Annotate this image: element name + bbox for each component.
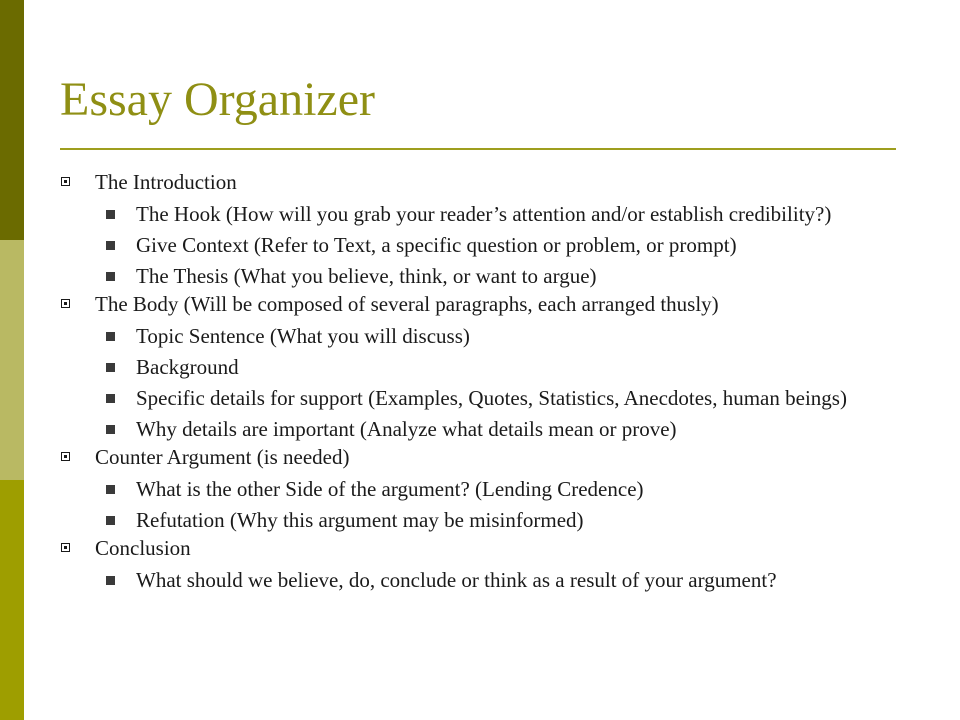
square-bullet-icon bbox=[106, 485, 115, 494]
list-item-text: The Hook (How will you grab your reader’s attention and/or establish credibility?) bbox=[136, 202, 832, 226]
list-item-text: Why details are important (Analyze what details mean or prove) bbox=[136, 417, 677, 441]
slide-title: Essay Organizer bbox=[60, 73, 375, 126]
list-item-text: What is the other Side of the argument? (Lending Credence) bbox=[136, 477, 644, 501]
list-item bbox=[58, 356, 938, 378]
list-item bbox=[58, 203, 938, 225]
sidebar-band-bottom bbox=[0, 480, 24, 720]
list-item-text: Topic Sentence (What you will discuss) bbox=[136, 324, 470, 348]
body-items bbox=[58, 325, 938, 440]
counter-argument-items bbox=[58, 478, 938, 531]
section-body bbox=[58, 292, 938, 316]
section-label: The Body (Will be composed of several paragraphs, each arranged thusly) bbox=[95, 292, 719, 316]
outline bbox=[58, 170, 938, 591]
section-conclusion bbox=[58, 536, 938, 560]
square-bullet-icon bbox=[106, 394, 115, 403]
hollow-square-bullet-icon bbox=[61, 543, 70, 552]
hollow-square-bullet-icon bbox=[61, 299, 70, 308]
list-item bbox=[58, 418, 938, 440]
list-item-text: What should we believe, do, conclude or think as a result of your argument? bbox=[136, 568, 777, 592]
square-bullet-icon bbox=[106, 576, 115, 585]
conclusion-items bbox=[58, 569, 938, 591]
sidebar-band-middle bbox=[0, 240, 24, 480]
hollow-square-bullet-icon bbox=[61, 177, 70, 186]
square-bullet-icon bbox=[106, 363, 115, 372]
square-bullet-icon bbox=[106, 272, 115, 281]
square-bullet-icon bbox=[106, 241, 115, 250]
list-item-text: Background bbox=[136, 355, 239, 379]
list-item bbox=[58, 569, 938, 591]
title-divider bbox=[60, 148, 896, 150]
list-item bbox=[58, 325, 938, 347]
introduction-items bbox=[58, 203, 938, 287]
section-label: The Introduction bbox=[95, 170, 237, 194]
list-item-text: Specific details for support (Examples, Quotes, Statistics, Anecdotes, human beings) bbox=[136, 386, 847, 410]
square-bullet-icon bbox=[106, 516, 115, 525]
sidebar-band-top bbox=[0, 0, 24, 240]
square-bullet-icon bbox=[106, 332, 115, 341]
square-bullet-icon bbox=[106, 425, 115, 434]
hollow-square-bullet-icon bbox=[61, 452, 70, 461]
list-item bbox=[58, 478, 938, 500]
square-bullet-icon bbox=[106, 210, 115, 219]
list-item bbox=[58, 234, 938, 256]
list-item bbox=[58, 509, 938, 531]
section-label: Conclusion bbox=[95, 536, 191, 560]
section-introduction bbox=[58, 170, 938, 194]
section-label: Counter Argument (is needed) bbox=[95, 445, 350, 469]
list-item-text: Refutation (Why this argument may be misinformed) bbox=[136, 508, 584, 532]
list-item bbox=[58, 265, 938, 287]
list-item-text: The Thesis (What you believe, think, or want to argue) bbox=[136, 264, 597, 288]
section-counter-argument bbox=[58, 445, 938, 469]
list-item bbox=[58, 387, 938, 409]
list-item-text: Give Context (Refer to Text, a specific question or problem, or prompt) bbox=[136, 233, 737, 257]
